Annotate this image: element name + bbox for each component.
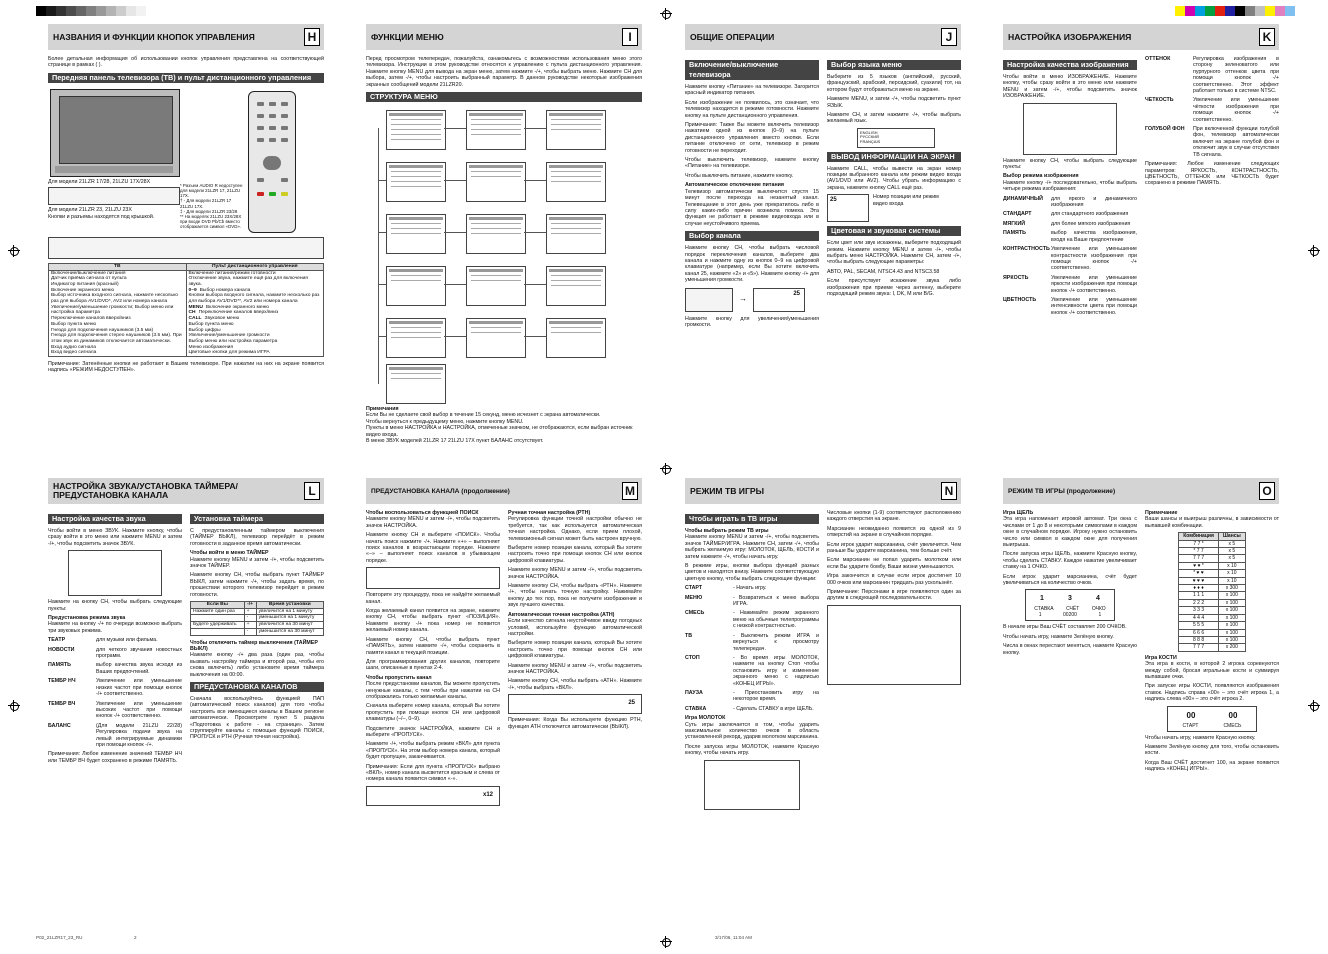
page-o: РЕЖИМ ТВ ИГРЫ (продолжение) O Игра ЩЕЛЬ Эта игра напоминает игровой автомат. Три окна с числами от 1 до 8 и некоторыми символами в каждом окне в случайном порядке. Игроку нужно остановить число или символ в каждом окне для получения выигрыша. После запуска игры ЩЕЛЬ, нажмите Красную кнопку, чтобы сделать СТАВКУ. Каждое нажатие увеличивает ставку на 1 ОЧКО. Если игрок ударит марсианина, счёт будет увеличиваться на количество очков. 1 3 4 СТАВКА СЧЁТ ОЧКО 1 00200 1 В начале игры Ваш СЧЁТ составляет 200 ОЧКОВ. Чтобы начать игру, нажмите Зелёную кнопку. Числа в окнах перестают меняться, нажмите Красную кнопку. Примечание Ваши шансы и выигрыш различны, в зависимости от выпавшей комбинации. Комбинация Шансы 7 7 * x 5 * 7 7 x 5 7 7 7 x 5 ♥ ♥ * x 10 * ♥ ♥ x 10 ♥ ♥ ♥ x 10 ♦ ♦ ♦ x 300 1 1 1 x 100 2 2 2 x 100 3 3 3 x 100 4 4 4 x 100 5 5 5 x 100 6 6 6 x 100 8 8 8 x 100 7 7 7 x 200 Игра КОСТИ Эта игра в кости, в которой 2 игрока соревнуются между собой, бросая игральные кости и суммируя выпавшие очки. При запуске игры КОСТИ, появляются изображения ставок. Надпись справа «00» – это счёт игрока 1, а надпись слева «00» – это счёт игрока 2. 00 00 СТАРТ СМЕСЬ Чтобы начать игру, нажмите Красную кнопку. Нажмите Зелёную кнопку для того, чтобы остановить кости. Когда Ваш СЧЁТ достигнет 100, на экране появится надпись «КОНЕЦ ИГРЫ». [1003,478,1279,776]
combo-table-cell: x 5 [1218,548,1245,555]
tv-function-row: Переключение каналов вверх/вниз [51,316,131,322]
section-bar-channel: Выбор канала [685,231,819,241]
page-title: ОБЩИЕ ОПЕРАЦИИ [690,32,775,42]
section-header [48,478,324,504]
timer-table-head: -/+ [244,602,256,609]
rc-function-cell: Отключение звука, нажмите ещё раз для включения звука. [188,276,308,287]
tv-function-row: Увеличение/уменьшение громкости; Выбор меню или настройка параметра [51,304,174,316]
notes-title: Примечания [366,406,399,413]
tv-function-row: Датчик приёма сигнала от пульта [51,276,127,282]
tv-jack-panel [48,237,324,259]
picture-param-row [1145,56,1279,94]
rc-function-cell: Выбор пункта меню [188,321,234,327]
color-swatch [1265,6,1275,16]
timer-table-head: Время установки [256,602,323,609]
page-title: РЕЖИМ ТВ ИГРЫ [690,486,764,496]
rc-function-cell: MENU [188,304,203,310]
picture-param-text: Увеличение или уменьшение чёткости изображения при помощи кнопок -/+ соответственно. [1193,97,1279,123]
page-title: НАЗВАНИЯ И ФУНКЦИИ КНОПОК УПРАВЛЕНИЯ [53,32,255,42]
page-letter: K [1259,28,1275,46]
character-sequence-diagram [827,605,961,685]
timer-table-cell [191,615,245,622]
page-letter: H [304,28,320,46]
section-header [1003,478,1279,504]
combination-table [1178,532,1246,652]
game-function-label: СМЕСЬ [685,610,705,617]
page-letter: N [941,482,957,500]
rc-function-cell: Выбор цифры [188,327,221,333]
page-l: НАСТРОЙКА ЗВУКА/УСТАНОВКА ТАЙМЕРА/ ПРЕДУСТАНОВКА КАНАЛА L Настройка качества звука Чтобы войти в меню ЗВУК. Нажмите кнопку, чтобы сразу войти в это меню или нажмите MENU и затем -/+, чтобы подсветить значок ЗВУК. Нажмите на кнопку CH, чтобы выбрать следующие пункты: Предустановка режима звука Нажмите на кнопку -/+ по очереди возможно выбрать три звуковых режима. ТЕАТР для музыки или фильма. НОВОСТИ для четкого звучания новостных программ. ПАМЯТЬ выбор качества звука исходя из Ваших предпочтений. ТЕМБР НЧ Увеличение или уменьшение низких частот при помощи кнопок -/+ соответственно. ТЕМБР ВЧ Увеличение или уменьшение высоких частот при помощи кнопок -/+ соответственно. БАЛАНС (Для модели 21LZU 22/28) Регулировка подачи звука на левый интегрируемые динамики при помощи кнопок -/+. Примечания: Любое изменение значений ТЕМБР НЧ или ТЕМБР ВЧ будет сохранено в режиме ПАМЯТЬ. Установка таймера С предустановленным таймером выключения (ТАЙМЕР ВЫКЛ), телевизор перейдёт в режим готовности в заданное время автоматически. Чтобы войти в меню ТАЙМЕР Нажмите кнопку MENU и затем -/+, чтобы подсветить значок ТАЙМЕР. Нажмите кнопку CH, чтобы выбрать пункт ТАЙМЕР ВЫКЛ, затем нажмите -/+, чтобы задать время, по прошествии которого телевизор перейдет в режим готовности. Если Вы -/+ Время установки Нажмите один раз + увеличится на 1 минуту - уменьшится на 1 минуту Будете удерживать + увеличится на 30 минут - уменьшится на 30 минут Чтобы отключить таймер выключения (ТАЙМЕР ВЫКЛ) Нажмите кнопку -/+ два раза (один раз, чтобы вызвать настройку таймера и второй раз, чтобы его снова включить) либо установите время таймера выключения на 00:00. ПРЕДУСТАНОВКА КАНАЛОВ Сначала воспользуйтесь функцией ПАП (автоматический поиск каналов) для того чтобы настроить все имеющиеся каналы в Вашем регионе автоматически. Просмотрите пункт 5 раздела «Подготовка к работе - на странице». Затем сгруппируйте каналы с помощью функций ПОИСК, ПРОПУСК и РТН (Ручная точная настройка). [48,478,324,767]
rc-function-row [189,350,322,356]
rc-function-row [189,293,322,304]
picture-param-row [1145,97,1279,123]
rc-function-cell: Выбор номера канала [199,287,251,293]
sound-mode-row [48,647,182,660]
tv-function-row: Выбор пункта меню [51,321,97,327]
section-bar-call: ВЫВОД ИНФОРМАЦИИ НА ЭКРАН [827,152,961,162]
game-function-text: - Выключить режим ИГРА и вернуться к просмотру телепередач. [733,632,819,652]
page-letter: J [941,28,957,46]
color-swatch [66,6,76,16]
color-swatch [1235,6,1245,16]
game-function-text: - Приостановить игру на некоторое время. [733,689,819,703]
rc-function-cell: Выбор меню или настройка параметра [188,338,278,344]
picture-param-text: Увеличение или уменьшение яркости изображения при помощи кнопок -/+ соответственно. [1051,274,1137,294]
picture-mode-label: ПАМЯТЬ [1003,230,1026,237]
rc-function-row [189,276,322,287]
timer-table-cell: увеличится на 30 минут [256,622,323,629]
color-swatch [1275,6,1285,16]
game-function-text: - Возвратиться к меню выбора ИГРА. [733,594,819,608]
tv-function-row: Индикатор питания (красный) [51,281,119,287]
picture-mode-label: МЯГКИЙ [1003,220,1026,227]
rc-function-cell: 0–9 [188,287,197,293]
picture-mode-text: выбор качества изображения, входя на Ваше предпочтение [1051,230,1137,243]
combo-table-cell: 7 7 * [1179,540,1219,547]
page-title: НАСТРОЙКА ЗВУКА/УСТАНОВКА ТАЙМЕРА/ ПРЕДУСТАНОВКА КАНАЛА [53,481,238,500]
sound-mode-row [48,662,182,675]
timer-table-cell: - [244,628,256,635]
combo-table-cell: x 10 [1218,577,1245,584]
section-bar: Чтобы играть в ТВ игры [685,514,819,524]
color-swatch [86,6,96,16]
game-function-text: - Начать игру. [733,585,767,592]
page-title: РЕЖИМ ТВ ИГРЫ (продолжение) [1008,488,1116,495]
timer-table-cell [191,628,245,635]
picture-param-label: ГОЛУБОЙ ФОН [1145,126,1185,133]
game-function-text: - Во время игры МОЛОТОК, нажмите на кнопку Стоп чтобы остановить игру и изменение экранного меню с надписью «КОНЕЦ ИГРЫ». [733,654,819,687]
slot-game-screen: 1 3 4 СТАВКА СЧЁТ ОЧКО 1 00200 1 [1025,589,1115,621]
page-n: РЕЖИМ ТВ ИГРЫ N Чтобы играть в ТВ игры Чтобы выбрать режим ТВ игры Нажмите кнопку MENU и затем -/+, чтобы подсветить значок ТАЙМЕР/ИГРА. Нажмите CH, затем -/+, чтобы выбрать желаемую игру: МОЛОТОК, ЩЕЛЬ, КОСТИ и затем нажмите -/+, чтобы начать игру. В режиме игры, кнопки выбора функций разных цветов и находятся внизу. Нажмите соответствующую цветную кнопку, чтобы выбрать следующие функции: СТАРТ - Начать игру. МЕНЮ - Возвратиться к меню выбора ИГРА. СМЕСЬ - Нажимайте режим экранного меню на обычные телепрограммы с низкой контрастностью. ТВ - Выключить режим ИГРА и вернуться к просмотру телепередач. СТОП - Во время игры МОЛОТОК, нажмите на кнопку Стоп чтобы остановить игру и изменение экранного меню с надписью «КОНЕЦ ИГРЫ». ПАУЗА - Приостановить игру на некоторое время. СТАВКА - Сделать СТАВКУ в игре ЩЕЛЬ. Игра МОЛОТОК Суть игры заключается в том, чтобы ударить максимальное количество очков в область установленной рекорд, ударив молотком марсианина. После запуска игры МОЛОТОК, нажмите Красную кнопку, чтобы начать игру. Числовые кнопки (1-9) соответствуют расположению каждого отверстия на экране. Марсианин неожиданно появится из одной из 9 отверстий на экране в случайном порядке. Если игрок ударит марсианина, счёт увеличится. Чем раньше Вы ударите марсианина, тем больше счёт. Если марсианин не попал ударить молотком или если Вы ударите бомбу, Ваши жизни уменьшаются. Игра закончится в случае если игрок достигнет 10 000 очков или марсианин тридцать раз ускользнёт. Примечание: Персонажи в игре появляются один за другим в следующей последовательности. [685,478,961,813]
combo-table-cell: 3 3 3 [1179,607,1219,614]
rc-function-cell: Меню изображения [188,344,234,350]
section-header [685,478,961,504]
tv-function-row: Выбор источника входного сигнала, нажмите несколько раз для выбора AV1/DVD*, AV2 или номера канала [51,293,179,305]
timer-table [190,601,324,636]
menu-structure-diagram [366,106,642,406]
page-title: ПРЕДУСТАНОВКА КАНАЛА (продолжение) [371,488,510,495]
combo-table-head: Шансы [1218,533,1245,540]
color-swatch [1245,6,1255,16]
section-bar: СТРУКТУРА МЕНЮ [366,92,642,102]
picture-mode-row [1003,221,1137,227]
section-bar: Передняя панель телевизора (ТВ) и пульт дистанционного управления [48,73,324,83]
sound-param-text: Увеличение или уменьшение низких частот при помощи кнопок -/+ соответственно. [96,678,182,698]
tv-illustration [48,87,324,237]
section-header [366,24,642,50]
rc-function-cell: CALL [188,316,202,322]
rc-function-cell: Звуковое меню [204,316,240,322]
timer-table-cell: Нажмите один раз [191,608,245,615]
color-swatch [116,6,126,16]
channel-display: 25 [793,290,800,297]
section-header [1003,24,1279,50]
picture-param-text: При включенной функции голубой фон, телевизор автоматически включит на экране голубой фон и отключит звук в случае отсутствия ТВ сигнала. [1193,126,1279,158]
combo-table-cell: 5 5 5 [1179,622,1219,629]
tv-function-row: Включение/выключение питания [51,270,126,276]
caption-model-1: Для модели 21LZR 17/28, 21LZU 17X/28X [48,178,151,185]
footer-left: P02_21LZR17_23_RU [36,935,83,940]
game-function-text: - Нажимайте режим экранного меню на обычные телепрограммы с низкой контрастностью. [733,610,819,630]
combo-table-cell: x 100 [1218,622,1245,629]
registration-mark-icon [660,8,672,20]
note-text: Примечание: Затенённые кнопки не работают в Вашем телевизоре. При нажатии на них на экране появится надпись «РЕЖИМ НЕДОСТУПЕН». [48,361,324,374]
sound-mode-label: ТЕАТР [48,637,66,644]
color-swatch [46,6,56,16]
footer-date: 3/17/06, 11:04 AM [715,935,752,940]
picture-mode-row [1003,211,1137,217]
picture-param-label: ОТТЕНОК [1145,56,1171,62]
color-swatch [56,6,66,16]
picture-param-label: ЧЕТКОСТЬ [1145,97,1174,104]
picture-mode-row [1003,230,1137,243]
section-bar-color: Цветовая и звуковая системы [827,226,961,236]
game-function-row [685,585,819,591]
note-4: В меню ЗВУК моделей 21LZR 17 21LZU 17X пункт БАЛАНС отсутствует. [366,438,544,445]
tv-front-panel-image [50,89,180,177]
color-swatch [1205,6,1215,16]
game-function-row [685,633,819,652]
sound-param-label: ТЕМБР ВЧ [48,700,76,707]
combo-table-cell: 7 7 7 [1179,644,1219,651]
combo-table-cell: ♥ ♥ * [1179,562,1219,569]
color-swatch [1285,6,1295,16]
combo-table-cell: 7 7 7 [1179,555,1219,562]
registration-mark-icon [8,700,20,712]
note-text: Примечания: Любое изменение значений ТЕМБР НЧ или ТЕМБР ВЧ будет сохранено в режиме ПАМЯТЬ. [48,751,182,764]
picture-param-row [1003,275,1137,294]
timer-table-cell: - [244,615,256,622]
sound-param-text: Увеличение или уменьшение высоких частот при помощи кнопок -/+ соответственно. [96,700,182,720]
color-swatch [96,6,106,16]
dice-game-screen: 00 00 СТАРТ СМЕСЬ [1167,706,1257,732]
timer-table-cell: уменьшится на 1 минуту [256,615,323,622]
note-2: Чтобы вернуться к предыдущему меню, нажмите кнопку MENU. [366,418,524,425]
picture-mode-text: для стандартного изображения [1051,211,1129,218]
page-h [48,24,324,377]
registration-mark-icon [1308,700,1320,712]
tv-function-row: Гнездо для подключения стерео наушников (3.5 мм). При этом звук из динамиков отключается автоматически. [51,333,182,344]
page-letter: L [304,482,320,500]
rc-function-cell: Цветовые кнопки для режима ИГРА [188,350,270,356]
note-3: Пункты в меню НАСТРОЙКА и НАСТРОЙКА, отмеченные значком, не отображаются, если выбран источник видео входа. [366,425,633,438]
picture-param-row [1003,246,1137,272]
game-function-text: - Сделать СТАВКУ в игре ЩЕЛЬ. [733,705,814,712]
color-bar-left [36,6,156,16]
intro-text: Более детальная информация об использовании кнопок управления представлена на соответствующей странице в рамках ( ). [48,56,324,69]
game-function-row [685,655,819,687]
section-bar-preset: ПРЕДУСТАНОВКА КАНАЛОВ [190,682,324,692]
section-bar-sound: Настройка качества звука [48,514,182,524]
combo-table-cell: x 5 [1218,540,1245,547]
timer-table-cell: + [244,608,256,615]
game-function-row [685,595,819,608]
combo-table-cell: x 10 [1218,570,1245,577]
game-function-label: ТВ [685,632,693,639]
sound-mode-label: НОВОСТИ [48,646,75,653]
game-function-label: СТОП [685,654,700,661]
registration-mark-icon [660,463,672,475]
sound-menu-screen [68,550,162,596]
combo-table-cell: x 10 [1218,562,1245,569]
game-function-label: СТАВКА [685,705,707,712]
tv-function-row: Вход видео сигнала [51,350,97,356]
color-swatch [146,6,156,16]
timer-table-cell: Будете удерживать [191,622,245,629]
page-letter: M [622,482,638,500]
combo-table-cell: x 100 [1218,636,1245,643]
rc-function-cell: CH [188,310,196,316]
picture-mode-text: для яркого и динамичного изображения [1051,195,1137,209]
note-1: Если Вы не сделаете свой выбор в течение 15 секунд, меню исчезнет с экрана автоматически. [366,412,601,419]
combo-table-cell: * 7 7 [1179,548,1219,555]
game-function-row [685,706,819,712]
color-swatch [76,6,86,16]
rc-function-cell: Включение экранного меню [205,304,269,310]
picture-mode-label: ДИНАМИЧНЫЙ [1003,195,1043,202]
picture-param-label: ЯРКОСТЬ [1003,274,1029,281]
game-function-label: ПАУЗА [685,689,703,696]
atn-screen-number: 25 [628,700,635,707]
picture-menu-screen [1023,103,1117,155]
picture-param-text: Регулировка изображения в сторону зеленоватого или пурпурного оттенков цвета при помощи кнопок -/+ соответственно. Этот эффект работает только в системе NTSC. [1193,56,1279,95]
section-header [685,24,961,50]
color-swatch [36,6,46,16]
picture-mode-label: СТАНДАРТ [1003,211,1032,218]
timer-table-cell: уменьшится на 30 минут [256,628,323,635]
picture-param-label: КОНТРАСТНОСТЬ [1003,246,1050,253]
game-function-row [685,610,819,629]
caption-model-2: Для модели 21LZR 23, 21LZU 23X [48,206,132,213]
rc-function-cell: Переключение каналов вверх/вниз [198,310,279,316]
language-menu-screen: ENGLISH РУССКИЙ FRANÇAIS [857,128,935,148]
game-function-row [685,690,819,703]
combo-table-cell: * ♥ ♥ [1179,570,1219,577]
sound-mode-text: для четкого звучания новостных программ. [96,646,182,660]
section-bar: Настройка качества изображения [1003,60,1137,70]
combo-table-cell: x 100 [1218,599,1245,606]
tv-control-strip [48,187,180,205]
combo-table-cell: 1 1 1 [1179,592,1219,599]
page-i [366,24,642,444]
combo-table-cell: x 5 [1218,555,1245,562]
page-letter: I [622,28,638,46]
picture-param-text: Увеличение или уменьшение интенсивности цвета при помощи кнопок -/+ соответственно. [1051,296,1137,316]
combo-table-cell: ♥ ♥ ♥ [1179,577,1219,584]
tv-function-row: Вход аудио сигнала [51,344,96,350]
sound-mode-text: для музыки или фильма. [96,637,158,644]
combo-table-cell: x 100 [1218,592,1245,599]
combo-table-cell: 6 6 6 [1179,629,1219,636]
combo-table-cell: x 100 [1218,614,1245,621]
combo-table-cell: x 200 [1218,644,1245,651]
note-text: Примечания: Любое изменение следующих параметров: ЯРКОСТЬ, КОНТРАСТНОСТЬ, ЦВЕТНОСТЬ, ОТТЕНОК или ЧЕТКОСТЬ будет сохранено в режиме ПАМЯТЬ. [1145,161,1279,187]
timer-table-head: Если Вы [191,602,245,609]
picture-param-label: ЦВЕТНОСТЬ [1003,296,1037,303]
color-swatch [1175,6,1185,16]
page-title: ФУНКЦИИ МЕНЮ [371,32,444,42]
search-screen [366,567,500,589]
model-notes: * Разъем AUDIO R недоступен для модели 21LZR 17, 21LZU 17X. † - Для модели 21LZR 17 21LZU 17X. ‡ - Для модели 21LZR 23/28 ** На моделях 21LZU 23X/28X при входе DVD Pb/Cb вместо отображается символ «DVD». [180,182,243,230]
combo-table-cell: ♦ ♦ ♦ [1179,585,1219,592]
sound-param-label: ТЕМБР НЧ [48,678,76,685]
section-header [366,478,642,504]
color-swatch [1225,6,1235,16]
color-swatch [106,6,116,16]
picture-param-row [1003,297,1137,316]
intro-text: Перед просмотром телепередач, пожалуйста, ознакомьтесь с возможностями использования меню этого телевизора. Инструкции в этом руководстве относятся к управлению с пульта дистанционного управления. Нажмите кнопку MENU для вывода на экран меню, затем нажмите -/+, чтобы выбрать меню. Нажмите CH для выбора, затем -/+, чтобы настроить выбранный параметр. В данном руководстве некоторые изображения экранных сообщений модели 21LZR20. [366,56,642,88]
footer-page: 2 [134,935,137,940]
section-bar-power: Включение/выключение телевизора [685,60,819,80]
page-letter: O [1259,482,1275,500]
page-k: НАСТРОЙКА ИЗОБРАЖЕНИЯ K Настройка качества изображения Чтобы войти в меню ИЗОБРАЖЕНИЕ. Нажмите кнопку, чтобы сразу войти в это меню или нажмите MENU и затем -/+, чтобы подсветить значок ИЗОБРАЖЕНИЕ. Нажмите кнопку CH, чтобы выбрать следующие пункты: Выбор режима изображения Нажмите кнопку -/+ последовательно, чтобы выбрать четыре режима изображения: ДИНАМИЧНЫЙ для яркого и динамичного изображения СТАНДАРТ для стандартного изображения МЯГКИЙ для более мягкого изображения ПАМЯТЬ выбор качества изображения, входя на Ваше предпочтение КОНТРАСТНОСТЬ Увеличение или уменьшение контрастности изображения при помощи кнопок -/+ соответственно. ЯРКОСТЬ Увеличение или уменьшение яркости изображения при помощи кнопок -/+ соответственно. ЦВЕТНОСТЬ Увеличение или уменьшение интенсивности цвета при помощи кнопок -/+ соответственно. ОТТЕНОК Регулировка изображения в сторону зеленоватого или пурпурного оттенков цвета при помощи кнопок -/+ соответственно. Этот эффект работает только в системе NTSC. ЧЕТКОСТЬ Увеличение или уменьшение чёткости изображения при помощи кнопок -/+ соответственно. ГОЛУБОЙ ФОН При включенной функции голубой фон, телевизор автоматически включит на экране голубой фон и отключит звук в случае отсутствия ТВ сигнала. Примечания: Любое изменение следующих параметров: ЯРКОСТЬ, КОНТРАСТНОСТЬ, ЦВЕТНОСТЬ, ОТТЕНОК или ЧЕТКОСТЬ будет сохранено в режиме ПАМЯТЬ. [1003,24,1279,319]
color-swatch [136,6,146,16]
picture-mode-text: для более мягкого изображения [1051,220,1131,227]
caption-model-3: Кнопки и разъемы находятся под крышкой. [48,213,155,220]
sound-mode-label: ПАМЯТЬ [48,662,71,669]
rc-function-cell: Кнопки выбора входного сигнала, нажмите несколько раз для выбора AV1/DVD**, AV2 или номера канала [188,293,320,305]
sound-param-text: (Для модели 21LZU 22/28) Регулировка подачи звука на левый интегрируемые динамики при помощи кнопок -/+. [96,722,182,748]
tv-function-row: Включение экранного меню [51,287,115,293]
registration-mark-icon [660,936,672,948]
page-m: ПРЕДУСТАНОВКА КАНАЛА (продолжение) M Чтобы воспользоваться функцией ПОИСК Нажмите кнопку MENU и затем -/+, чтобы подсветить значок НАСТРОЙКА. Нажмите кнопку CH и выберите «ПОИСК». Чтобы начать поиск нажмите -/+. Нажмите «+» – выполняет поиск каналов в возрастающем порядке. Нажмите «−» – выполняет поиск каналов в убывающем порядке. Повторите эту процедуру, пока не найдёте желаемый канал. Когда желаемый канал появится на экране, нажмите кнопку CH, чтобы выбрать пункт «ПОЗИЦИЯ». Нажмите кнопку -/+ пока номер не появится желаемый номер канала. Нажмите кнопку CH, чтобы выбрать пункт «ПАМЯТЬ», затем нажмите -/+, чтобы сохранить в памяти канал в текущей позиции. Для программирования других каналов, повторите шаги, описанные в пунктах 2-4. Чтобы пропустить канал После предустановки каналов, Вы можете пропустить ненужные каналы, с тем чтобы при нажатии на CH отображались только желаемые каналы. Сначала выберите номер канала, который Вы хотите пропустить при помощи кнопок CH или цифровой клавиатуры (–/–, 0–9). Подсветите значок НАСТРОЙКА, нажмите CH и выберите «ПРОПУСК». Нажмите -/+, чтобы выбрать режим «ВКЛ» для пункта «ПРОПУСК». На этом выбор номера канала, который будет пропущен, заканчивается. Примечания: Если для пункта «ПРОПУСК» выбрано «ВКЛ», номер канала высветится красным и слева от номера канала появится символ «-». x12 Ручная точная настройка (РТН) Регулировка функции точной настройки обычно не требуется, так как используется автоматическая точная настройка. Однако, если прием плохой, телевизионный сигнал может быть настроен вручную. Выберите номер позиции канала, который Вы хотите настроить точно при помощи кнопок CH или кнопок цифровой клавиатуры. Нажмите кнопку MENU и затем -/+, чтобы подсветить значок НАСТРОЙКА. Нажмите кнопку CH, чтобы выбрать «РТН». Нажмите -/+, чтобы начать точную настройку. Нажимайте кнопку до тех пор, пока не получите изображение и звук лучшего качества. Автоматическая точная настройка (АТН) Если качество сигнала неустойчивое ввиду погодных условий, используйте функцию автоматической настройки. Выберите номер позиции канала, который Вы хотите настроить точно при помощи кнопок CH или цифровой клавиатуры. Нажмите кнопку MENU и затем -/+, чтобы подсветить значок НАСТРОЙКА. Нажмите кнопку CH, чтобы выбрать «АТН». Нажмите -/+, чтобы выбрать «ВКЛ». 25 Примечания: Когда Вы используете функцию РТН, функция АТН отключится автоматически (ВЫКЛ). [366,478,642,806]
rc-functions [186,270,324,357]
rc-function-cell: Включение питания/режим готовности [188,270,276,276]
combo-table-cell: x 100 [1218,629,1245,636]
combo-table-cell: x 300 [1218,585,1245,592]
color-swatch [1195,6,1205,16]
color-swatch [126,6,136,16]
registration-mark-icon [1308,245,1320,257]
color-swatch [1185,6,1195,16]
sound-param-label: БАЛАНС [48,722,71,729]
hammer-game-screen [704,760,800,810]
section-bar-language: Выбор языка меню [827,60,961,70]
remote-control-image [248,91,296,233]
picture-mode-row [1003,196,1137,209]
combo-table-cell: 8 8 8 [1179,636,1219,643]
sound-mode-text: выбор качества звука исходя из Ваших предпочтений. [96,662,182,675]
sound-mode-row [48,637,182,643]
page-j: ОБЩИЕ ОПЕРАЦИИ J Включение/выключение телевизора Нажмите кнопку «Питание» на телевизоре. Загорится красный индикатор питания. Если изображение не появилось, это означает, что телевизор находится в режиме готовности. Нажмите кнопку на пульте дистанционного управления. Примечания: Также Вы можете включить телевизор нажатием одной из кнопок (0–9) на пульте дистанционного управления вместо кнопки. Если питание отключено от сети, телевизор в режим готовности не переходит. Чтобы выключить телевизор, нажмите кнопку «Питание» на телевизоре. Чтобы выключить питание, нажмите кнопку. Автоматическое отключение питания Телевизор автоматически выключится спустя 15 минут после перехода на незанятый канал. Телевещание в этот день уже прекратилось либо в силу каких-либо причин возникла помеха. Эта функция не работает в режиме видеовхода или в случае неустойчивого приема. Выбор канала Нажмите кнопку CH, чтобы выбрать числовой порядок переключения каналов, выберите два канала и нажмите одну из кнопок 0–9 на цифровой клавиатуре (например, если Вы хотите включить канал 25, нажмите «2» и «5»). Нажмите кнопку -/+ для уменьшения громкости. → 25 Нажмите кнопку для увеличения/уменьшения громкости. Выбор языка меню Выберите из 5 языков (английский, русский, французский, арабский, персидский, суахили) тот, на котором будут отображаться меню на экране. Нажмите MENU, и затем -/+, чтобы подсветить пункт ЯЗЫК. Нажмите CH, и затем нажмите -/+, чтобы выбрать желаемый язык. ENGLISH РУССКИЙ FRANÇAIS ВЫВОД ИНФОРМАЦИИ НА ЭКРАН Нажмите CALL, чтобы вывести на экран номер позиции выбранного канала или режим видео входа (AV1/DVD или AV2). Чтобы убрать информацию с экрана, нажмите кнопку CALL ещё раз. 25 Номер позиции или режим видео входа Цветовая и звуковая системы Если цвет или звук искажены, выберите подходящий режим. Нажмите кнопку MENU и затем -/+, чтобы выбрать меню НАСТРОЙКА. Нажмите CH, затем -/+, чтобы выбрать следующие параметры: АВТО, PAL, SECAM, NTSC4.43 and NTSC3.58 Если присутствует искажение звука либо изображения при приеме через антенну, выберите подходящий режим звука: I, DK, M или B/G. [685,24,961,331]
color-swatch [1255,6,1265,16]
section-bar-timer: Установка таймера [190,514,324,524]
rc-function-cell: Увеличение/уменьшение громкости [188,333,270,339]
combo-table-cell: 2 2 2 [1179,599,1219,606]
call-screen: 25 [827,194,869,222]
game-function-label: МЕНЮ [685,594,703,601]
game-function-label: СТАРТ [685,585,703,592]
skip-screen-number: x12 [482,791,493,798]
combo-table-head: Комбинация [1179,533,1219,540]
tv-function-row: Гнездо для подключения наушников (3.5 мм) [51,327,154,333]
picture-param-text: Увеличение или уменьшение контрастности изображения при помощи кнопок -/+ соответственно. [1051,246,1137,272]
sound-param-row [48,678,182,697]
combo-table-cell: x 100 [1218,607,1245,614]
picture-param-row [1145,126,1279,158]
color-bar-right [1175,6,1295,16]
section-header [48,24,324,50]
sound-param-row [48,701,182,720]
timer-table-cell: + [244,622,256,629]
registration-mark-icon [8,245,20,257]
combo-table-cell: 4 4 4 [1179,614,1219,621]
tv-functions [49,270,187,357]
timer-table-cell: увеличится на 1 минуту [256,608,323,615]
page-title: НАСТРОЙКА ИЗОБРАЖЕНИЯ [1008,32,1132,42]
function-table: ТВ Пульт дистанционного управления Включение/выключение питания Датчик приёма сигнала от пульта Индикатор питания (красный) Включение экранного меню Выбор источника входного сигнала, нажмите несколько раз для выбора AV1/DVD*, AV2 или номера канала Увеличение/уменьшение громкости; Выбор меню или настройка параметра Переключение каналов вверх/вниз Выбор пункта меню Гнездо для подключения наушников (3.5 мм) Гнездо для подключения стерео наушников (3.5 мм). При этом звук из динамиков отключается автоматически. Вход аудио сигнала Вход видео сигнала Включение питания/режим готовности Отключение звука, нажмите ещё раз для включения звука. 0–9 Выбор номера канала Кнопки выбора входного сигнала, нажмите несколько раз для выбора AV1/DVD**, AV2 или номера канала MENU Включение экранного меню CH Переключение каналов вверх/вниз CALL Звуковое меню Выбор пункта меню Выбор цифры Увеличение/уменьшение громкости Выбор меню или настройка параметра Меню изображения Цветовые кнопки для режима ИГРА [48,263,324,357]
sound-param-row [48,723,182,749]
color-swatch [1215,6,1225,16]
